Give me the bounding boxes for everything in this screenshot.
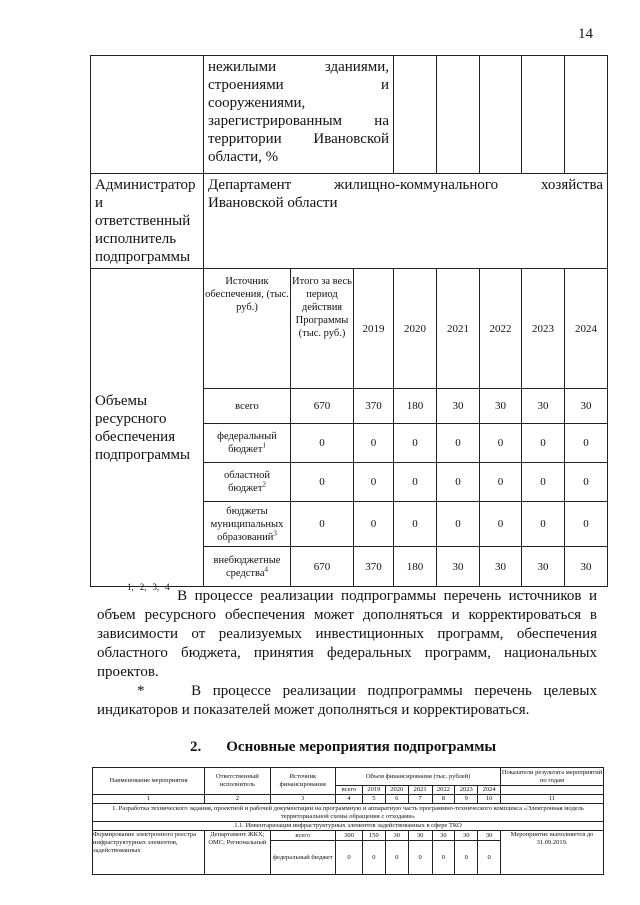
funding-source: внебюджетные средства$^4$ — [204, 547, 291, 587]
funding-value: 0 — [522, 463, 565, 502]
fin-value: 0 — [335, 841, 362, 875]
year-subheader: 2022 — [432, 786, 455, 795]
funding-value: 30 — [565, 547, 608, 587]
section-heading — [190, 738, 607, 757]
fin-value: 30 — [432, 831, 455, 841]
funding-value: 0 — [394, 424, 437, 463]
col-number: 6 — [385, 795, 408, 804]
header-year: 2023 — [522, 269, 565, 389]
funding-value: 0 — [522, 502, 565, 547]
activity-result: Мероприятие выполняется до 31.09.2019. — [501, 831, 604, 875]
col-header: Объем финансирования (тыс. рублей) — [335, 768, 500, 786]
fin-value: 0 — [455, 841, 478, 875]
activity-name: Формирование электронного реестра инфраструктурных элементов, задействованных — [93, 831, 205, 875]
funding-value: 0 — [480, 502, 522, 547]
year-subheader: всего — [335, 786, 362, 795]
year-subheader: 2023 — [455, 786, 478, 795]
funding-value: 0 — [565, 502, 608, 547]
funding-value: 0 — [480, 424, 522, 463]
funding-value: 30 — [522, 389, 565, 424]
fin-value: 30 — [385, 831, 408, 841]
note-text: В процессе реализации подпрограммы перечень целевых индикаторов и показателей может дополняться и корректироваться. — [97, 683, 597, 718]
col-number: 8 — [432, 795, 455, 804]
fin-value: 150 — [362, 831, 385, 841]
activities-table — [92, 767, 604, 875]
funding-value: 30 — [480, 389, 522, 424]
year-subheader: 2020 — [385, 786, 408, 795]
funding-value: 0 — [480, 463, 522, 502]
year-subheader: 2019 — [362, 786, 385, 795]
header-year: 2022 — [480, 269, 522, 389]
col-number: 5 — [362, 795, 385, 804]
page-number: 14 — [578, 26, 593, 42]
col-header: Показатели результата мероприятий по годам — [501, 768, 603, 784]
fin-value: 30 — [408, 831, 432, 841]
funding-value: 0 — [291, 463, 354, 502]
funding-value: 0 — [291, 424, 354, 463]
footnote-text: В процессе реализации подпрограммы перечень источников и объем ресурсного обеспечения может дополняться и корректироваться в зависимости от реализуемых инвестиционных программ, обеспечения областного бюджета, принятия федеральных программ, национальных проектов. — [97, 588, 597, 680]
funding-value: 30 — [480, 547, 522, 587]
fin-value: 300 — [335, 831, 362, 841]
footnote-paragraph — [97, 582, 597, 682]
admin-label: Администратор и ответственный исполнитель подпрограммы — [91, 174, 204, 269]
fin-value: 0 — [362, 841, 385, 875]
fin-source: федеральный бюджет — [270, 841, 335, 875]
year-subheader: 2021 — [408, 786, 432, 795]
funding-source: бюджеты муниципальных образований$^3$ — [204, 502, 291, 547]
funding-value: 0 — [354, 502, 394, 547]
funding-value: 30 — [565, 389, 608, 424]
funding-value: 0 — [354, 463, 394, 502]
col-number: 10 — [478, 795, 501, 804]
funding-value: 180 — [394, 547, 437, 587]
footnote-marks: 1, 2, 3, 4 — [127, 582, 170, 592]
funding-value: 370 — [354, 389, 394, 424]
funding-value: 670 — [291, 389, 354, 424]
note-mark: * — [137, 683, 145, 699]
col-number: 1 — [93, 795, 205, 804]
funding-label: Объемы ресурсного обеспечения подпрограммы — [91, 269, 204, 587]
col-number: 4 — [335, 795, 362, 804]
header-year: 2020 — [394, 269, 437, 389]
funding-header-row — [91, 269, 608, 389]
header-year: 2019 — [354, 269, 394, 389]
fin-value: 0 — [408, 841, 432, 875]
funding-value: 30 — [437, 547, 480, 587]
header-source: Источник обеспечения, (тыс. руб.) — [204, 269, 291, 389]
funding-value: 670 — [291, 547, 354, 587]
page-content — [90, 55, 607, 875]
header-total: Итого за весь период действия Программы (тыс. руб.) — [291, 269, 354, 389]
activity-executor: Департамент ЖКХ; ОМС; Региональный — [205, 831, 270, 875]
funding-value: 0 — [565, 463, 608, 502]
fin-value: 30 — [455, 831, 478, 841]
passport-table — [90, 55, 608, 587]
col-header: Наименование мероприятия — [93, 768, 205, 795]
funding-value: 180 — [394, 389, 437, 424]
funding-value: 30 — [437, 389, 480, 424]
col-number: 3 — [270, 795, 335, 804]
funding-value: 0 — [354, 424, 394, 463]
funding-source: областной бюджет$^2$ — [204, 463, 291, 502]
col-header: Источник финансирования — [270, 768, 335, 795]
funding-value: 0 — [394, 502, 437, 547]
fin-value: 0 — [385, 841, 408, 875]
funding-value: 0 — [437, 424, 480, 463]
funding-source: всего — [204, 389, 291, 424]
funding-value: 30 — [522, 547, 565, 587]
funding-value: 0 — [437, 463, 480, 502]
header-year: 2021 — [437, 269, 480, 389]
funding-value: 0 — [522, 424, 565, 463]
subsection-row: 1.1. Инвентаризация инфраструктурных элементов задействованных в сфере ТКО — [93, 822, 604, 831]
section-number: 2. — [190, 739, 202, 755]
admin-value: Департамент жилищно-коммунального хозяйства Ивановской области — [204, 174, 608, 269]
col-number: 11 — [501, 795, 604, 804]
fin-value: 0 — [432, 841, 455, 875]
fin-value: 30 — [478, 831, 501, 841]
col-number: 9 — [455, 795, 478, 804]
indicator-row — [91, 56, 608, 174]
fin-value: 0 — [478, 841, 501, 875]
funding-source: федеральный бюджет$^1$ — [204, 424, 291, 463]
note-paragraph — [97, 682, 597, 720]
admin-row — [91, 174, 608, 269]
col-header: Ответственный исполнитель — [205, 768, 270, 795]
funding-value: 370 — [354, 547, 394, 587]
section-title: Основные мероприятия подпрограммы — [226, 739, 497, 755]
funding-value: 0 — [394, 463, 437, 502]
header-year: 2024 — [565, 269, 608, 389]
col-number: 2 — [205, 795, 270, 804]
fin-source: всего — [270, 831, 335, 841]
year-subheader: 2024 — [478, 786, 501, 795]
funding-value: 0 — [565, 424, 608, 463]
col-number: 7 — [408, 795, 432, 804]
funding-value: 0 — [437, 502, 480, 547]
funding-value: 0 — [291, 502, 354, 547]
indicator-text: нежилыми зданиями, строениями и сооружениями, зарегистрированным на территории Ивановской области, % — [204, 56, 394, 174]
section-row: 1. Разработка технического задания, проектной и рабочей документации на программную и аппаратную часть программно-технического комплекса «Электронная модель территориальной схемы обращения с отходами» — [93, 804, 604, 822]
